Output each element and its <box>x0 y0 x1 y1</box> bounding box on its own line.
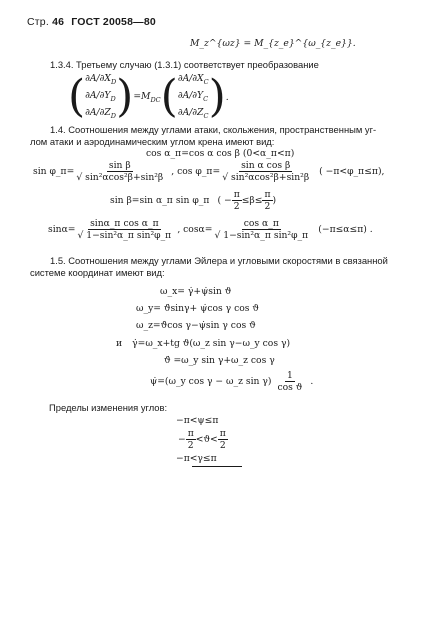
section-1-4-line1: 1.4. Соотношения между углами атаки, скольжения, пространственным уг- <box>50 124 377 135</box>
right-paren: ( <box>160 71 178 123</box>
eq-theta-dot: ϑ̇ =ω_y sin γ+ω_z cos γ <box>164 355 275 366</box>
eq-psi-dot: ψ̇=(ω_y cos γ − ω_z sin γ) $\frac{1}{\text{cos ϑ}}$ . <box>150 370 314 393</box>
eq-cos-alpha-p: cos α_п=cos α cos β (0<α_п<π) <box>146 148 295 159</box>
right-paren-close: ) <box>208 71 226 123</box>
end-rule <box>192 466 242 467</box>
eq-sin-beta: sin β=sin α_п sin φ_п ( − $\frac{\pi}{2}$ ≤β≤ $\frac{\pi}{2}$ ) <box>110 189 277 212</box>
limit-psi: −π<ψ≤π <box>176 415 219 426</box>
page-header <box>27 16 156 28</box>
transform-matrix: ( $\partial A/\partial X_D$ $\partial A/\partial Y_D$ $\partial A/\partial Z_D$ ) $=M_{DC}$ ( $\partial A/\partial X_C$ $\partial A/\partial Y_C$ $\partial A/\partial Z_C$ ) . <box>68 71 229 123</box>
section-1-5-line2: системе координат имеют вид: <box>30 267 165 278</box>
page-label: Стр. <box>27 16 49 28</box>
limit-theta: − $\frac{\pi}{2}$ <ϑ< $\frac{\pi}{2}$ <box>178 428 226 451</box>
left-paren-close: ) <box>116 71 134 123</box>
left-paren: ( <box>68 71 86 123</box>
eq-sin-alpha: sinα= $\frac{\text{sinα\_п cos α\_п}}{\text{√ 1−sin²α\_п sin²φ\_п}}$ , cosα= $\frac{\text{cos α\_п}}{\text{√ 1−sin²α\_п sin²φ\_п}}$ (−π≤α≤π) . <box>48 218 373 241</box>
eq-omega-z: ω_z=ϑ̇cos γ−ψ̇sin γ cos ϑ <box>136 320 256 331</box>
eq-omega-x: ω_x= γ̇+ψ̇sin ϑ <box>160 286 232 297</box>
eq-omega-y: ω_y= ϑ̇sinγ+ ψ̇cos γ cos ϑ <box>136 303 259 314</box>
eq-gamma-dot: и γ̇=ω_x+tg ϑ(ω_z sin γ−ω_y cos γ) <box>116 338 291 349</box>
section-1-5-line1: 1.5. Соотношения между углами Эйлера и угловыми скоростями в связанной <box>50 255 388 266</box>
eq-sin-phi: sin φ_п= $\frac{\text{sin β}}{\text{√ sin²αcos²β+sin²β}}$ , cos φ_п= $\frac{\text{sin α cos β}}{\text{√ sin²αcos²β+sin²β}}$ ( −π<φ_п≤π), <box>33 160 385 183</box>
left-vector: $\partial A/\partial X_D$ $\partial A/\partial Y_D$ $\partial A/\partial Z_D$ <box>85 73 117 120</box>
page-number: 46 <box>52 16 65 28</box>
right-vector: $\partial A/\partial X_C$ $\partial A/\partial Y_C$ $\partial A/\partial Z_C$ <box>177 73 209 120</box>
limit-gamma: −π<γ≤π <box>176 453 217 464</box>
transform-operator: $=M_{DC}$ <box>133 90 161 104</box>
top-equation: M_z^{ωz} = M_{z_e}^{ω_{z_e}}. <box>190 38 356 49</box>
doc-id: ГОСТ 20058—80 <box>71 16 156 28</box>
limits-title: Пределы изменения углов: <box>49 402 168 413</box>
section-1-3-4-text: 1.3.4. Третьему случаю (1.3.1) соответствует преобразование <box>50 59 319 70</box>
section-1-4-line2: лом атаки и аэродинамическим углом крена имеют вид: <box>30 136 275 147</box>
